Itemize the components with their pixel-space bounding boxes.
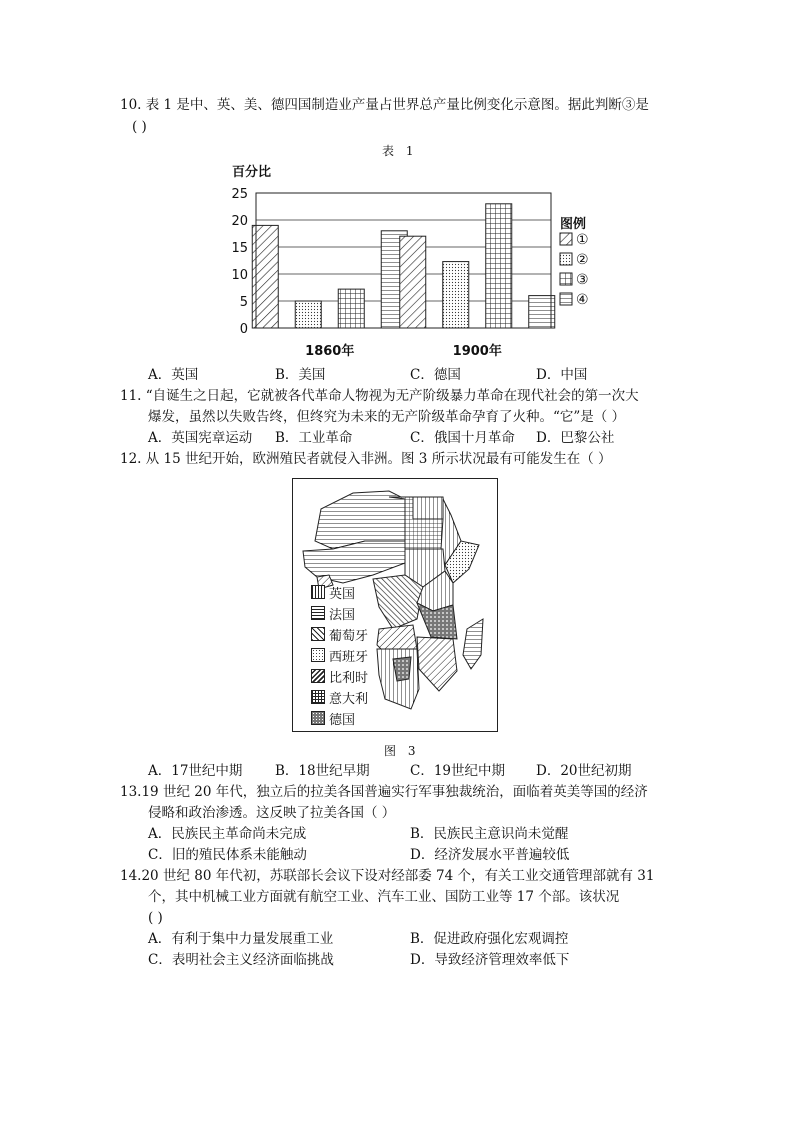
q13-option-b[interactable]: B．民族民主意识尚未觉醒 [410, 826, 569, 842]
q12-option-d[interactable]: D．20世纪初期 [536, 763, 632, 779]
x-tick-label: 1900年 [452, 344, 502, 359]
legend-label: ② [576, 252, 589, 268]
q12-figure-caption: 图 3 [384, 744, 420, 758]
legend-swatch [560, 293, 572, 305]
q12-option-c[interactable]: C．19世纪中期 [410, 763, 506, 779]
q10-bar-chart [220, 158, 610, 363]
map-legend-item-spain: 西班牙 [311, 646, 368, 664]
q11-option-a[interactable]: A．英国宪章运动 [148, 430, 253, 446]
diagonal-lines-swatch-icon [311, 627, 325, 641]
map-legend-item-germany: 德国 [311, 709, 355, 727]
legend-label: ④ [576, 292, 589, 308]
map-legend-item-france: 法国 [311, 604, 355, 622]
map-legend-item-portugal: 葡萄牙 [311, 625, 368, 643]
q10-answer-paren: ( ) [132, 119, 147, 135]
y-tick-label: 5 [239, 295, 248, 310]
q12-stem: 12. 从 15 世纪开始，欧洲殖民者就侵入非洲。图 3 所示状况最有可能发生在（ ） [120, 451, 612, 467]
q14-answer-paren: ( ) [148, 910, 163, 926]
vertical-lines-swatch-icon [311, 585, 325, 599]
chart-ylabel: 百分比 [232, 165, 272, 180]
map-legend-item-belgium: 比利时 [311, 667, 368, 685]
legend-title: 图例 [560, 217, 587, 232]
q11-stem-line2: 爆发，虽然以失败告终，但终究为未来的无产阶级革命孕育了火种。“它”是（ ） [148, 409, 626, 425]
q14-option-a[interactable]: A．有利于集中力量发展重工业 [148, 931, 334, 947]
africa-colonial-map [292, 478, 498, 732]
y-tick-label: 0 [239, 322, 248, 337]
q10-option-c[interactable]: C．德国 [410, 367, 461, 383]
y-tick-label: 15 [231, 241, 248, 256]
y-tick-label: 10 [231, 268, 248, 283]
legend-label: ① [576, 232, 589, 248]
q10-table-caption: 表 1 [382, 144, 418, 158]
crosshatch-swatch-icon [311, 711, 325, 725]
y-tick-label: 20 [231, 214, 248, 229]
q13-option-d[interactable]: D．经济发展水平普遍较低 [410, 847, 570, 863]
q10-option-d[interactable]: D．中国 [536, 367, 588, 383]
legend-swatch [560, 273, 572, 285]
q10-stem: 10. 表 1 是中、英、美、德四国制造业产量占世界总产量比例变化示意图。据此判断③是 [120, 97, 649, 113]
bar-①-1900年 [400, 236, 426, 328]
legend-swatch [560, 253, 572, 265]
q10-option-a[interactable]: A．英国 [148, 367, 199, 383]
x-tick-label: 1860年 [305, 344, 355, 359]
q13-option-a[interactable]: A．民族民主革命尚未完成 [148, 826, 307, 842]
q10-option-b[interactable]: B．美国 [275, 367, 326, 383]
q13-stem-line1: 13.19 世纪 20 年代，独立后的拉美各国普遍实行军事独裁统治，面临着英美等国的经济 [120, 784, 648, 800]
q13-stem-line2: 侵略和政治渗透。这反映了拉美各国（ ） [148, 805, 396, 821]
bar-②-1860年 [295, 301, 321, 328]
q14-option-b[interactable]: B．促进政府强化宏观调控 [410, 931, 569, 947]
q14-option-c[interactable]: C．表明社会主义经济面临挑战 [148, 952, 334, 968]
q11-option-c[interactable]: C．俄国十月革命 [410, 430, 515, 446]
q14-option-d[interactable]: D．导致经济管理效率低下 [410, 952, 570, 968]
q13-option-c[interactable]: C．旧的殖民体系未能触动 [148, 847, 307, 863]
horizontal-lines-swatch-icon [311, 606, 325, 620]
q12-option-a[interactable]: A．17世纪中期 [148, 763, 243, 779]
map-legend-item-italy: 意大利 [311, 688, 368, 706]
q14-stem-line2: 个，其中机械工业方面就有航空工业、汽车工业、国防工业等 17 个部。该状况 [148, 889, 620, 905]
y-tick-label: 25 [231, 187, 248, 202]
dots-swatch-icon [311, 648, 325, 662]
bar-③-1860年 [338, 289, 364, 328]
bar-③-1900年 [486, 204, 512, 328]
grid-swatch-icon [311, 690, 325, 704]
map-legend-item-britain: 英国 [311, 583, 355, 601]
legend-label: ③ [576, 272, 589, 288]
q11-option-d[interactable]: D．巴黎公社 [536, 430, 615, 446]
bar-②-1900年 [443, 262, 469, 328]
q12-option-b[interactable]: B．18世纪早期 [275, 763, 370, 779]
q11-option-b[interactable]: B．工业革命 [275, 430, 353, 446]
q14-stem-line1: 14.20 世纪 80 年代初，苏联部长会议下设对经部委 74 个，有关工业交通管理部就有 31 [120, 868, 655, 884]
q11-stem-line1: 11. “自诞生之日起，它就被各代革命人物视为无产阶级暴力革命在现代社会的第一次大 [120, 388, 639, 404]
legend-swatch [560, 233, 572, 245]
dense-diagonal-swatch-icon [311, 669, 325, 683]
